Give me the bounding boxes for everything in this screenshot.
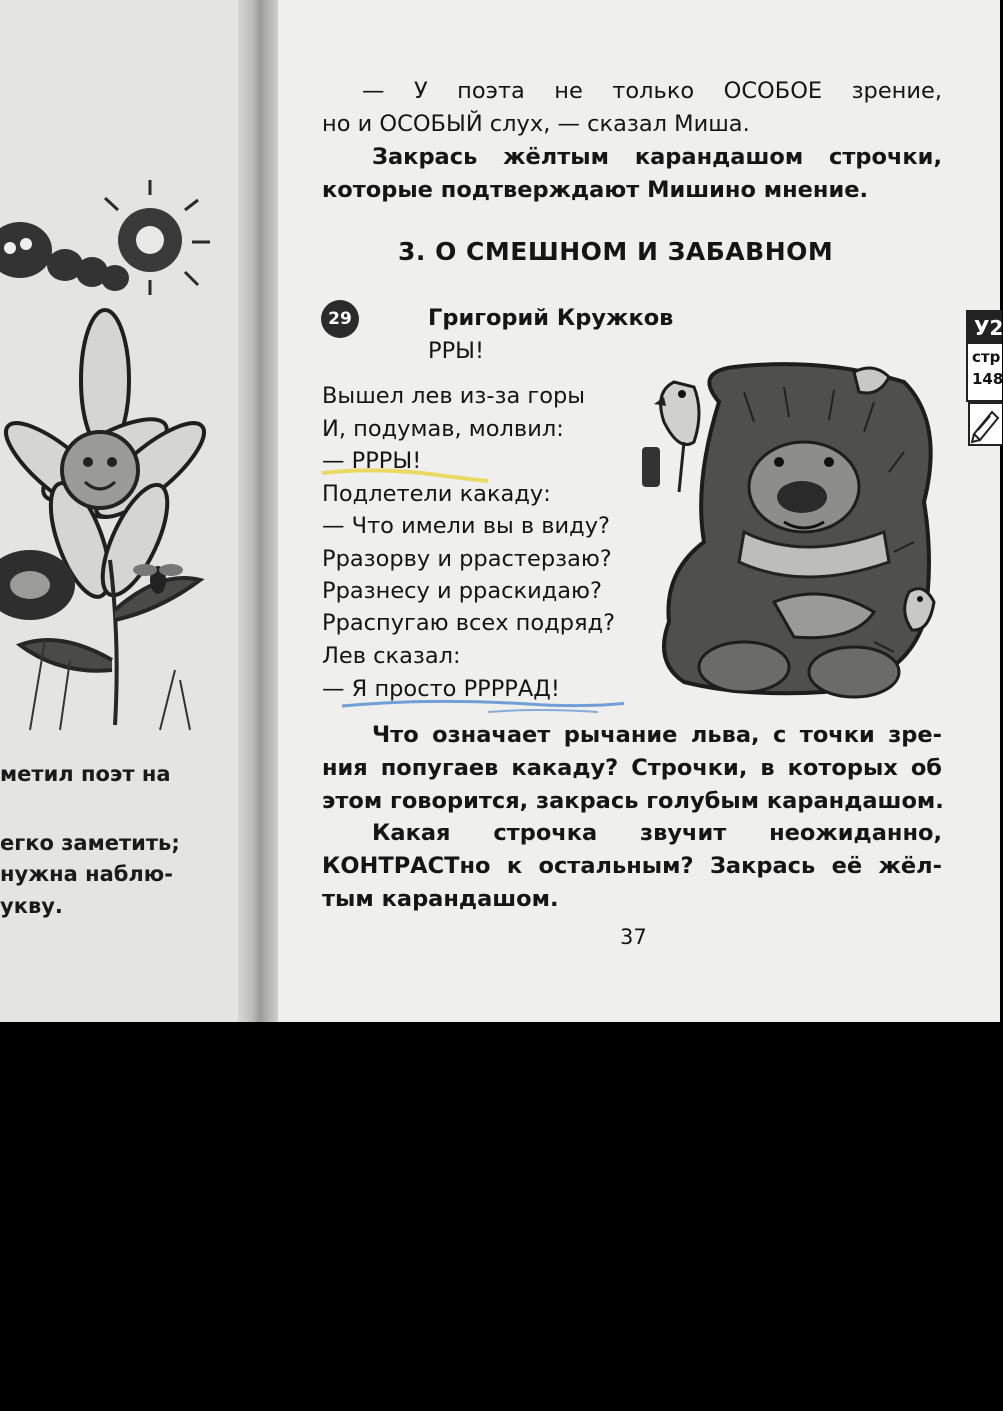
left-page-line: метил поэт на	[0, 762, 171, 786]
left-page-line: егко заметить;	[0, 831, 180, 855]
intro-line: — У поэта не только ОСОБОЕ зрение,	[362, 78, 942, 104]
task-instruction: тым карандашом.	[322, 886, 559, 912]
page-number: 37	[620, 925, 647, 949]
poem-line: Рразнесу и рраскидаю?	[322, 578, 602, 604]
pencil-icon-box	[968, 402, 1002, 446]
poem-line: И, подумав, молвил:	[322, 416, 564, 442]
poem-line: Рразорву и ррастерзаю?	[322, 546, 612, 572]
task-instruction: этом говорится, закрась голубым карандашом.	[322, 788, 944, 814]
side-tab-line: 148	[972, 370, 1003, 388]
section-title: 3. О СМЕШНОМ И ЗАБАВНОМ	[398, 237, 834, 266]
yellow-marker-underline	[318, 465, 493, 485]
task-instruction: ния попугаев какаду? Строчки, в которых об	[322, 755, 942, 781]
poem-title: РРЫ!	[428, 338, 485, 364]
side-tab-label: У2	[968, 312, 1002, 344]
poem-line: Вышел лев из-за горы	[322, 383, 586, 409]
poem-author: Григорий Кружков	[428, 305, 674, 331]
left-page-illustration	[0, 140, 215, 730]
bear-and-parrots-illustration	[624, 362, 946, 712]
poem-line: Лев сказал:	[322, 643, 461, 669]
left-page-line: нужна наблю-	[0, 862, 173, 886]
poem-line: — РРРЫ!	[322, 448, 422, 474]
left-page	[0, 0, 250, 1022]
book-spine	[238, 0, 278, 1022]
side-tab-line: стр	[972, 348, 1001, 366]
task-instruction: Какая строчка звучит неожиданно,	[372, 820, 942, 846]
task-instruction: Что означает рычание льва, с точки зре-	[372, 722, 942, 748]
task-instruction: которые подтверждают Мишино мнение.	[322, 177, 869, 203]
poem-line: — Что имели вы в виду?	[322, 513, 610, 539]
poem-line: Рраспугаю всех подряд?	[322, 610, 616, 636]
blue-marker-underline	[338, 696, 648, 718]
side-reference-tab	[966, 310, 1002, 402]
task-instruction: Закрась жёлтым карандашом строчки,	[372, 144, 942, 170]
intro-line: но и ОСОБЫЙ слух, — сказал Миша.	[322, 111, 750, 137]
pencil-icon	[970, 404, 1002, 444]
exercise-number-badge: 29	[321, 300, 359, 338]
poem-line: Подлетели какаду:	[322, 481, 551, 507]
poem-line: — Я просто РРРРАД!	[322, 676, 560, 702]
task-instruction: КОНТРАСТно к остальным? Закрась её жёл-	[322, 853, 942, 879]
left-page-line: укву.	[0, 894, 63, 918]
